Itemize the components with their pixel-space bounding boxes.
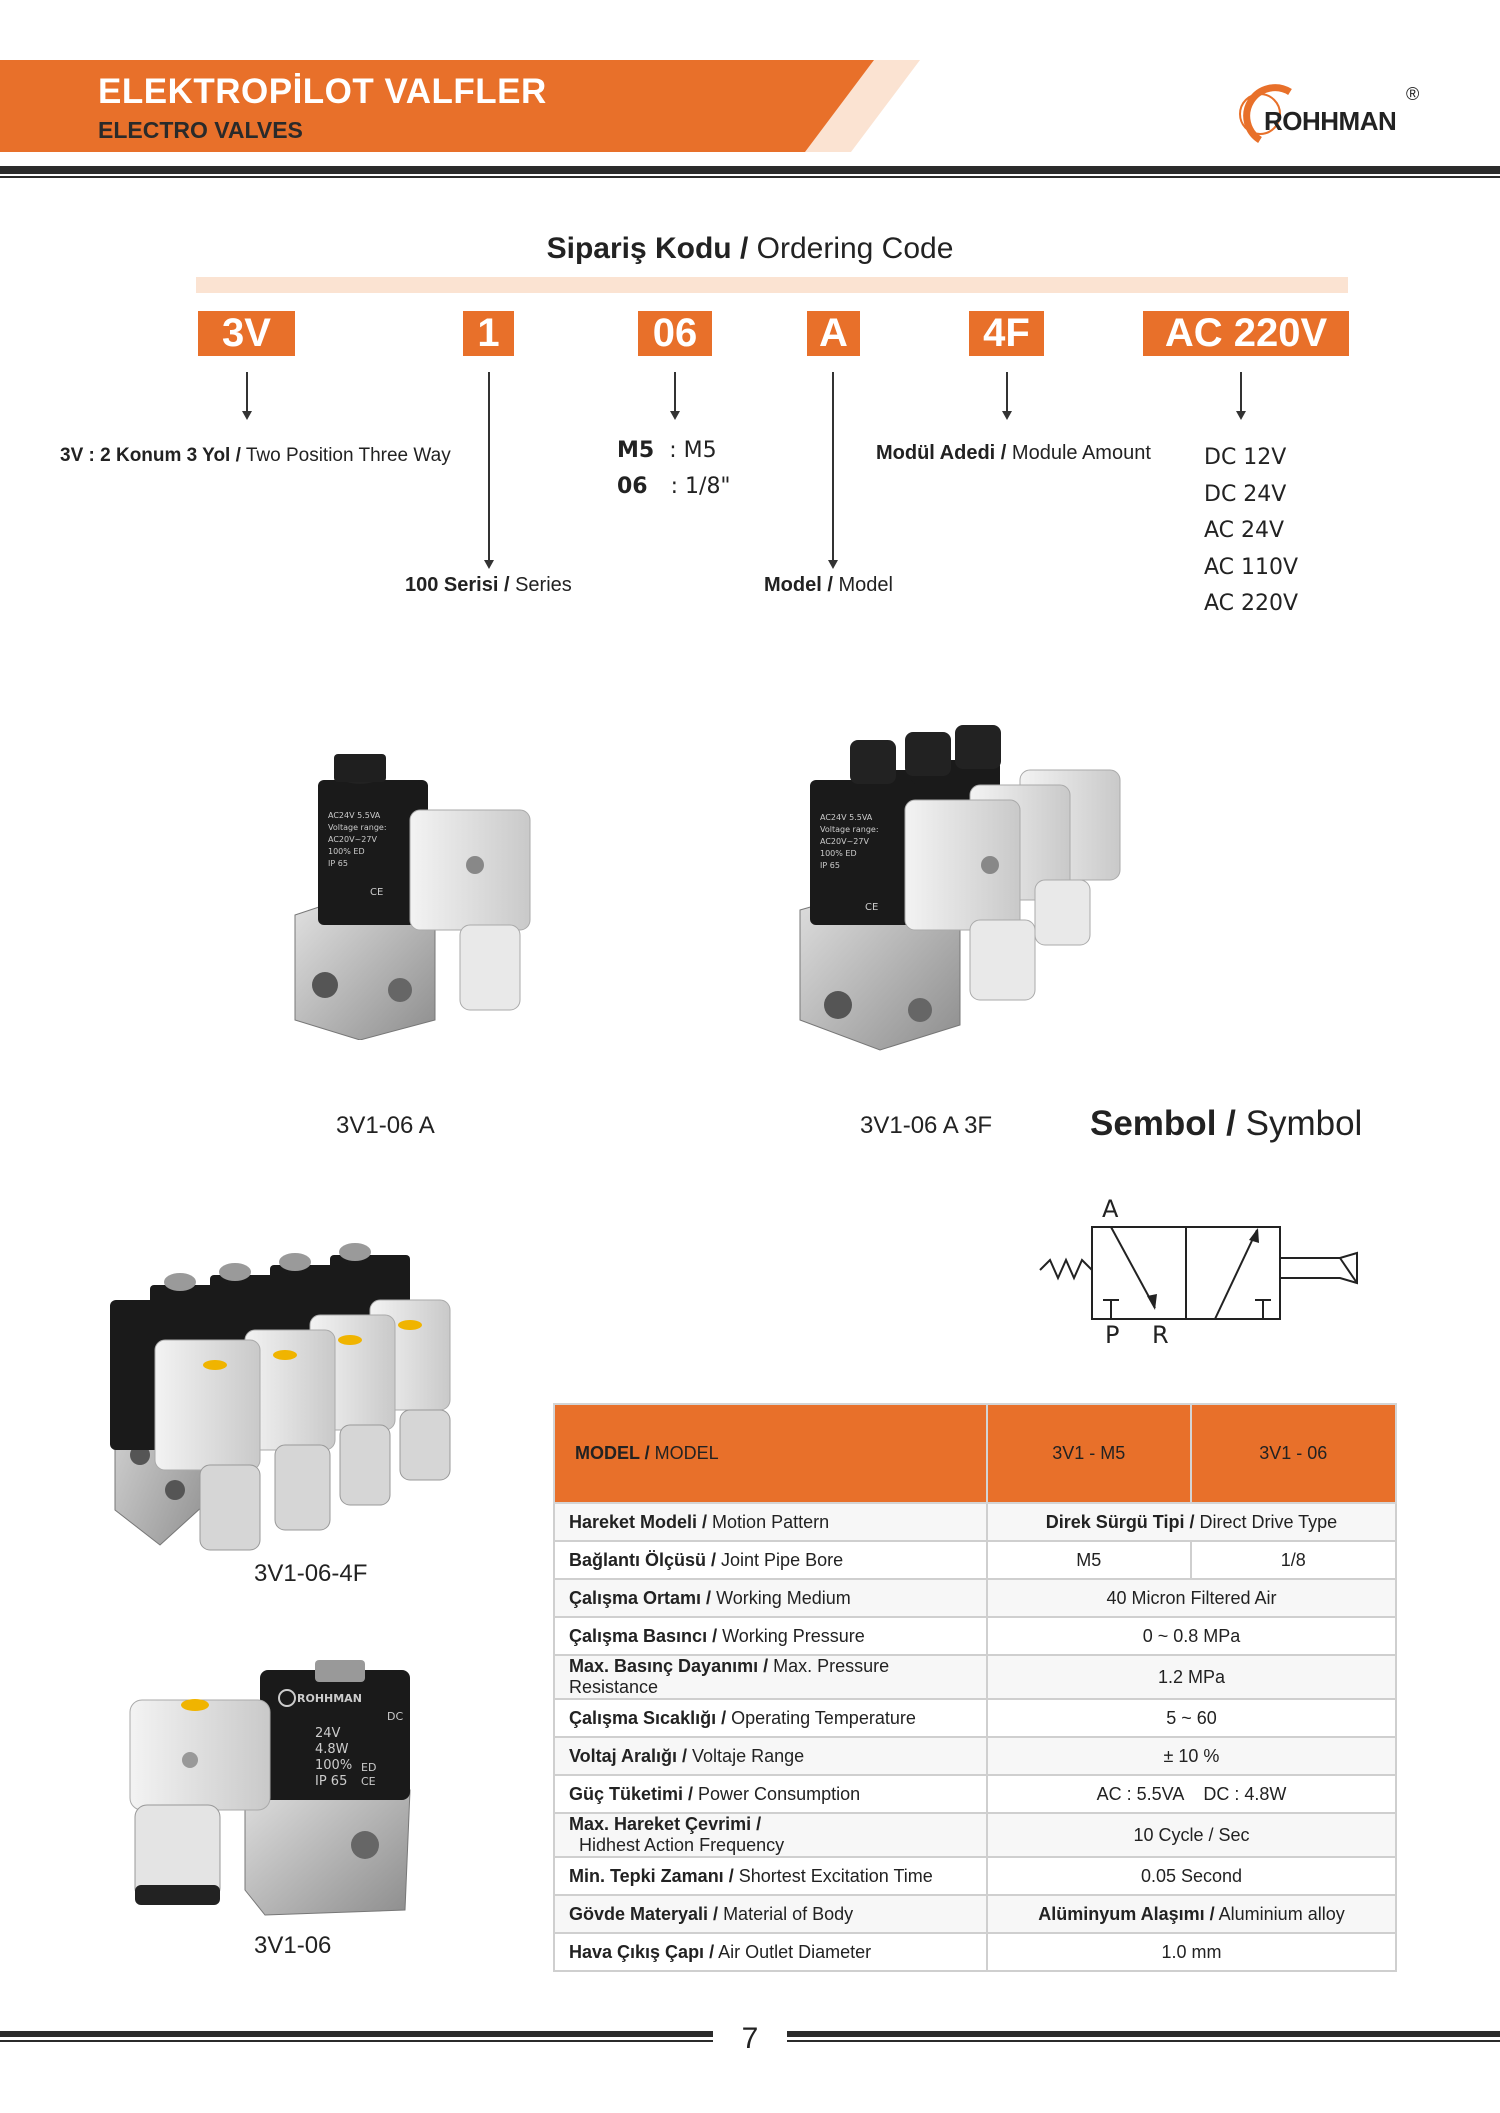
spec-header-label-en: MODEL: [649, 1443, 719, 1463]
spec-value: AC : 5.5VA DC : 4.8W: [987, 1775, 1396, 1813]
spec-label-tr: Max. Hareket Çevrimi /: [569, 1814, 762, 1834]
spec-label: [554, 1813, 987, 1857]
code-box-series: 1: [463, 311, 514, 356]
spec-header-col-06: 3V1 - 06: [1191, 1404, 1397, 1503]
table-row: [554, 1895, 1396, 1933]
table-row: [554, 1737, 1396, 1775]
spec-label: [554, 1895, 987, 1933]
spec-value: [987, 1503, 1396, 1541]
page-number: 7: [741, 2022, 759, 2055]
table-row: [554, 1857, 1396, 1895]
port-option-2: [617, 474, 731, 499]
spec-value: [987, 1895, 1396, 1933]
table-row: [554, 1933, 1396, 1971]
spec-value: 1.0 mm: [987, 1933, 1396, 1971]
desc-3v-tr: 3V : 2 Konum 3 Yol /: [60, 445, 241, 466]
page-title: ELEKTROPİLOT VALFLER: [98, 72, 547, 111]
valve-symbol-diagram: [1035, 1190, 1365, 1350]
voltage-list: [1204, 440, 1298, 623]
spec-label-tr: Voltaj Aralığı /: [569, 1745, 688, 1766]
spec-value: 0 ~ 0.8 MPa: [987, 1617, 1396, 1655]
arrow-line-series: [488, 372, 490, 562]
voltage-option: AC 220V: [1204, 591, 1299, 616]
product-label-3v1-06-4f: 3V1-06-4F: [254, 1560, 368, 1587]
code-box-model: A: [807, 311, 860, 356]
ce-mark: CE: [361, 1775, 376, 1788]
spec-label: [554, 1699, 987, 1737]
ce-mark: CE: [865, 902, 879, 913]
coil-spec-line: 24V: [315, 1726, 341, 1741]
spec-label-en: Motion Pattern: [707, 1511, 830, 1532]
arrow-head-port: [670, 411, 680, 420]
symbol-port-a: A: [1102, 1195, 1119, 1223]
brand-name: ROHHMAN: [1264, 106, 1397, 136]
spec-label-tr: Max. Basınç Dayanımı /: [569, 1656, 769, 1676]
code-box-port: 06: [638, 311, 712, 356]
code-box-3v: 3V: [198, 311, 295, 356]
coil-spec-line: Voltage range:: [820, 825, 879, 834]
arrow-head-voltage: [1236, 411, 1246, 420]
product-image-3v1-06-a: [280, 740, 570, 1040]
symbol-title: [1090, 1104, 1362, 1144]
spec-value: 40 Micron Filtered Air: [987, 1579, 1396, 1617]
spec-label: [554, 1503, 987, 1541]
port-option-1-val: : M5: [669, 438, 717, 463]
spec-value: 5 ~ 60: [987, 1699, 1396, 1737]
arrow-line-model: [832, 372, 834, 562]
desc-series-tr: 100 Serisi /: [405, 574, 510, 596]
spec-value-m5: M5: [987, 1541, 1191, 1579]
spec-label-tr: Hareket Modeli /: [569, 1511, 708, 1532]
port-option-2-key: 06: [617, 474, 648, 499]
product-label-3v1-06: 3V1-06: [254, 1932, 332, 1959]
symbol-port-p: P: [1105, 1321, 1120, 1349]
coil-spec-line: AC20V~27V: [820, 837, 869, 846]
spec-label: [554, 1541, 987, 1579]
voltage-option: DC 12V: [1204, 445, 1287, 470]
spec-value-en: Aluminium alloy: [1214, 1903, 1345, 1924]
voltage-option: DC 24V: [1204, 481, 1287, 507]
table-row: [554, 1813, 1396, 1857]
coil-spec-line: AC20V~27V: [328, 835, 377, 844]
spec-label-tr: Min. Tepki Zamanı /: [569, 1865, 734, 1886]
spec-label: [554, 1857, 987, 1895]
product-label-3v1-06-a: 3V1-06 A: [336, 1112, 435, 1139]
spec-label: [554, 1617, 987, 1655]
desc-series-en: Series: [509, 574, 572, 596]
spec-header-label: [554, 1404, 987, 1503]
spec-label-en: Shortest Excitation Time: [733, 1865, 933, 1886]
spec-label: [554, 1655, 987, 1699]
desc-model-en: Model: [832, 574, 893, 596]
desc-series: [405, 574, 572, 597]
table-row: [554, 1541, 1396, 1579]
code-box-module: 4F: [969, 311, 1044, 356]
spec-label-tr: Bağlantı Ölçüsü /: [569, 1549, 717, 1570]
coil-spec-line: 100%: [315, 1758, 353, 1773]
desc-module-en: Module Amount: [1006, 442, 1151, 464]
spec-label-en: Max. Pressure Resistance: [569, 1656, 890, 1697]
spec-table-header: [554, 1404, 1396, 1503]
ordering-title-en: Ordering Code: [748, 232, 954, 265]
spec-label-en: Power Consumption: [693, 1783, 861, 1804]
spec-label-en: Working Pressure: [717, 1625, 865, 1646]
code-box-voltage: AC 220V: [1143, 311, 1349, 356]
spec-label: [554, 1933, 987, 1971]
port-option-2-val: : 1/8": [670, 474, 731, 499]
table-row: [554, 1617, 1396, 1655]
spec-label-tr: Çalışma Ortamı /: [569, 1587, 712, 1608]
arrow-line-3v: [246, 372, 248, 412]
product-image-3v1-06-a-3f: [790, 720, 1150, 1060]
registered-mark: ®: [1406, 84, 1420, 104]
ordering-code-title: [0, 232, 1500, 266]
spec-value: 0.05 Second: [987, 1857, 1396, 1895]
coil-spec-line: 100% ED: [820, 849, 857, 858]
spec-value-en: Direct Drive Type: [1194, 1511, 1338, 1532]
table-row: [554, 1579, 1396, 1617]
coil-spec-line: AC24V 5.5VA: [820, 813, 873, 822]
product-image-3v1-06-4f: [100, 1240, 490, 1560]
header-rule-thin: [0, 176, 1500, 178]
spec-label-en: Hidhest Action Frequency: [569, 1835, 785, 1855]
spec-label-en: Working Medium: [711, 1587, 851, 1608]
voltage-option: AC 110V: [1204, 554, 1299, 580]
coil-spec-line: Voltage range:: [328, 823, 387, 832]
arrow-line-port: [674, 372, 676, 412]
ordering-title-tr: Sipariş Kodu /: [546, 232, 749, 265]
coil-brand: ROHHMAN: [297, 1692, 362, 1705]
coil-spec-line: IP 65: [315, 1774, 348, 1789]
spec-label-en: Air Outlet Diameter: [714, 1941, 872, 1962]
spec-value-tr: Alüminyum Alaşımı /: [1038, 1903, 1215, 1924]
table-row: [554, 1775, 1396, 1813]
ce-mark: CE: [370, 887, 384, 898]
coil-spec-line: 4.8W: [315, 1742, 349, 1757]
desc-3v-en: Two Position Three Way: [240, 445, 451, 466]
brand-logo: [1230, 78, 1420, 148]
spec-label-tr: Çalışma Basıncı /: [569, 1625, 718, 1646]
desc-module: [876, 442, 1151, 465]
spec-table: [553, 1403, 1397, 1972]
arrow-line-module: [1006, 372, 1008, 412]
table-row: [554, 1503, 1396, 1541]
port-option-1: [617, 438, 717, 463]
arrow-head-module: [1002, 411, 1012, 420]
spec-value-tr: Direk Sürgü Tipi /: [1045, 1511, 1195, 1532]
desc-module-tr: Modül Adedi /: [876, 442, 1007, 464]
spec-label: [554, 1737, 987, 1775]
table-row: [554, 1655, 1396, 1699]
page-subtitle: ELECTRO VALVES: [98, 117, 303, 143]
ordering-code-bar: [196, 277, 1348, 293]
table-row: [554, 1699, 1396, 1737]
spec-label-tr: Güç Tüketimi /: [569, 1783, 694, 1804]
spec-label: [554, 1579, 987, 1617]
coil-ed: ED: [361, 1761, 377, 1774]
arrow-head-series: [484, 560, 494, 569]
voltage-option: AC 24V: [1204, 518, 1285, 543]
coil-spec-line: IP 65: [820, 861, 840, 870]
spec-header-label-tr: MODEL /: [575, 1443, 650, 1463]
arrow-line-voltage: [1240, 372, 1242, 412]
coil-dc: DC: [387, 1710, 404, 1723]
desc-model-tr: Model /: [764, 574, 833, 596]
spec-label-tr: Çalışma Sıcaklığı /: [569, 1707, 727, 1728]
coil-spec-line: AC24V 5.5VA: [328, 811, 381, 820]
desc-3v: [60, 445, 451, 467]
product-label-3v1-06-a-3f: 3V1-06 A 3F: [860, 1112, 993, 1139]
port-option-1-key: M5: [617, 438, 655, 463]
spec-value: 1.2 MPa: [987, 1655, 1396, 1699]
spec-label: [554, 1775, 987, 1813]
symbol-port-r: R: [1152, 1321, 1169, 1349]
coil-spec-line: 100% ED: [328, 847, 365, 856]
product-image-3v1-06: [125, 1660, 425, 1920]
spec-label-en: Voltaje Range: [687, 1745, 805, 1766]
spec-label-en: Material of Body: [718, 1903, 854, 1924]
symbol-title-en: Symbol: [1235, 1104, 1363, 1143]
spec-label-en: Joint Pipe Bore: [716, 1549, 844, 1570]
coil-spec-line: IP 65: [328, 859, 348, 868]
spec-value: 10 Cycle / Sec: [987, 1813, 1396, 1857]
spec-value-06: 1/8: [1191, 1541, 1397, 1579]
spec-label-en: Operating Temperature: [726, 1707, 916, 1728]
arrow-head-model: [828, 560, 838, 569]
spec-value: ± 10 %: [987, 1737, 1396, 1775]
header-rule: [0, 166, 1500, 174]
arrow-head-3v: [242, 411, 252, 420]
spec-label-tr: Hava Çıkış Çapı /: [569, 1941, 715, 1962]
spec-label-tr: Gövde Materyali /: [569, 1903, 719, 1924]
spec-header-col-m5: 3V1 - M5: [987, 1404, 1191, 1503]
desc-model: [764, 574, 893, 597]
symbol-title-tr: Sembol /: [1090, 1104, 1236, 1143]
